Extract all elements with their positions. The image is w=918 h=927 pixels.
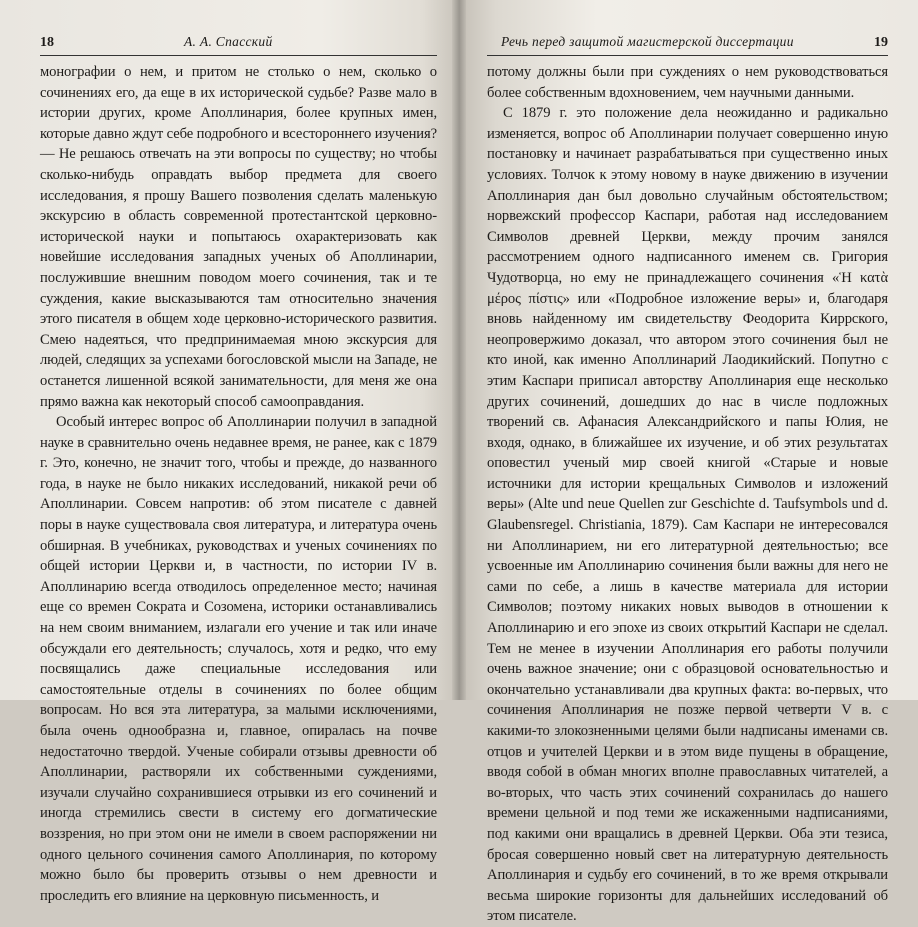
running-head: А. А. Спасский bbox=[184, 34, 273, 49]
right-page-body bbox=[487, 62, 888, 927]
running-head: Речь перед защитой магистерской диссертации bbox=[501, 34, 794, 49]
paragraph: С 1879 г. это положение дела неожиданно и радикально изменяется, вопрос об Аполлинарии получает совершенно иную постановку и начинает разрабатываться при существенно иных условиях. Толчок к этому новому в науке движению в изучении Аполлинария дан был довольно случайным обстоятельством; норвежский профессор Каспари, работая над исследованием Символов древней Церкви, между прочим занялся рассмотрением одного надписанного именем св. Григория Чудотворца, но ему не принадлежащего сочинения «Ἡ κατὰ μέρος πίστις» или «Подробное изложение веры» и, благодаря вновь найденному им свидетельству Феодорита Киррского, неопровержимо доказал, что автором этого сочинения был не кто иной, как именно Аполлинарий Лаодикийский. Попутно с этим Каспари приписал авторству Аполлинария еще несколько других сочинений, дошедших до нас в числе подложных творений св. Афанасия Александрийского и папы Юлия, не входя, однако, в ближайшее их изучение, и об этих результатах оповестил ученый мир своей книгой «Старые и новые источники для истории крещальных Символов и изложений веры» (Alte und neue Quellen zur Geschichte d. Taufsymbols und d. Glaubensregel. Christiania, 1879). Сам Каспари не интересовался ни Аполлинарием, ни его литературной деятельностью; все усвоенные им Аполлинарию сочинения были важны для него не сами по себе, а лишь в качестве материала для истории Символов; поэтому никаких новых выводов в отношении к Аполлинарию и его эпохе из своих открытий Каспари не сделал. Тем не менее в изучении Аполлинария его работы получили очень важное значение; они с образцовой основательностью и окончательно устанавливали два крупных факта: во-первых, что сочинения Аполлинария не позже первой четверти V в. с какими-то злокозненными целями были надписаны именами св. отцов и учителей Церкви и в этом виде пущены в обращение, вводя собой в обман многих вполне православных читателей, а во-вторых, что часть этих сочинений сохранилась до нашего времени цельной и под теми же искаженными надписаниями, под какими они вращались в древней Церкви. Оба эти тезиса, бросая совершенно новый свет на литературную деятельность Аполлинария и судьбу его сочинений, в то же время открывали весьма широкие горизонты для дальнейших исследований об этом писателе. bbox=[487, 105, 888, 925]
paragraph: Особый интерес вопрос об Аполлинарии получил в западной науке в сравнительно очень недавнее время, не ранее, как с 1879 г. Это, конечно, не значит того, чтобы и прежде, до названного года, в науке не было никаких исследований, никакой речи об Аполлинарии. Совсем напротив: об этом писателе с давней поры в науке существовала своя литература, и литература очень обширная. В учебниках, руководствах и ученых сочинениях по общей истории Церкви и, в частности, по истории IV в. Аполлинарию всегда отводилось определенное место; начиная еще со времен Сократа и Созомена, историки останавливались на нем своим вниманием, излагали его учение и так или иначе обсуждали его деятельность; случалось, хотя и редко, что ему посвящались даже специальные исследования или самостоятельные отделы в сочинениях по более общим вопросам. Но вся эта литература, за малыми исключениями, была очень однообразна и, главное, опиралась на почве недостаточно твердой. Ученые собирали отзывы древности об Аполлинарии, растворяли их собственными суждениями, изучали случайно сохранившиеся отрывки из его сочинений и иногда стремились свести в систему его догматические воззрения, но при этом они не имели в своем распоряжении ни одного цельного сочинения самого Аполлинария, по которому можно было бы проверить отзывы о нем древности и проследить его влияние на церковную письменность, и bbox=[40, 414, 437, 904]
left-page-header bbox=[40, 34, 437, 56]
right-page bbox=[459, 0, 918, 925]
right-page-header bbox=[487, 34, 888, 56]
page-number: 19 bbox=[874, 35, 888, 50]
book-gutter bbox=[452, 0, 466, 700]
left-page-body bbox=[40, 62, 437, 906]
left-page bbox=[0, 0, 459, 904]
page-number: 18 bbox=[40, 35, 54, 50]
paragraph: монографии о нем, и притом не столько о нем, сколько о сочинениях его, да еще в их исторической судьбе? Разве мало в истории других, кроме Аполлинария, более крупных имен, которые давно ждут себе подробного и всестороннего изучения? — Не решаюсь отвечать на эти вопросы по существу; но чтобы сколько-нибудь оправдать выбор предмета для своего исследования, я прошу Вашего позволения сделать маленькую экскурсию в область современной протестантской церковно-исторической науки и попытаюсь охарактеризовать как новейшие исследования западных ученых об Аполлинарии, послужившие внешним поводом моего сочинения, так и те суждения, какие высказываются там относительно значения этого писателя в общем ходе церковно-исторического развития. Смею надеяться, что предпринимаемая мною экскурсия для людей, следящих за успехами богословской мысли на Западе, не останется лишенной всякой занимательности, для меня же она прямо важна как некоторый способ самооправдания. bbox=[40, 64, 438, 410]
paragraph: потому должны были при суждениях о нем руководствоваться более собственным вдохновением, чем научными данными. bbox=[487, 64, 888, 101]
